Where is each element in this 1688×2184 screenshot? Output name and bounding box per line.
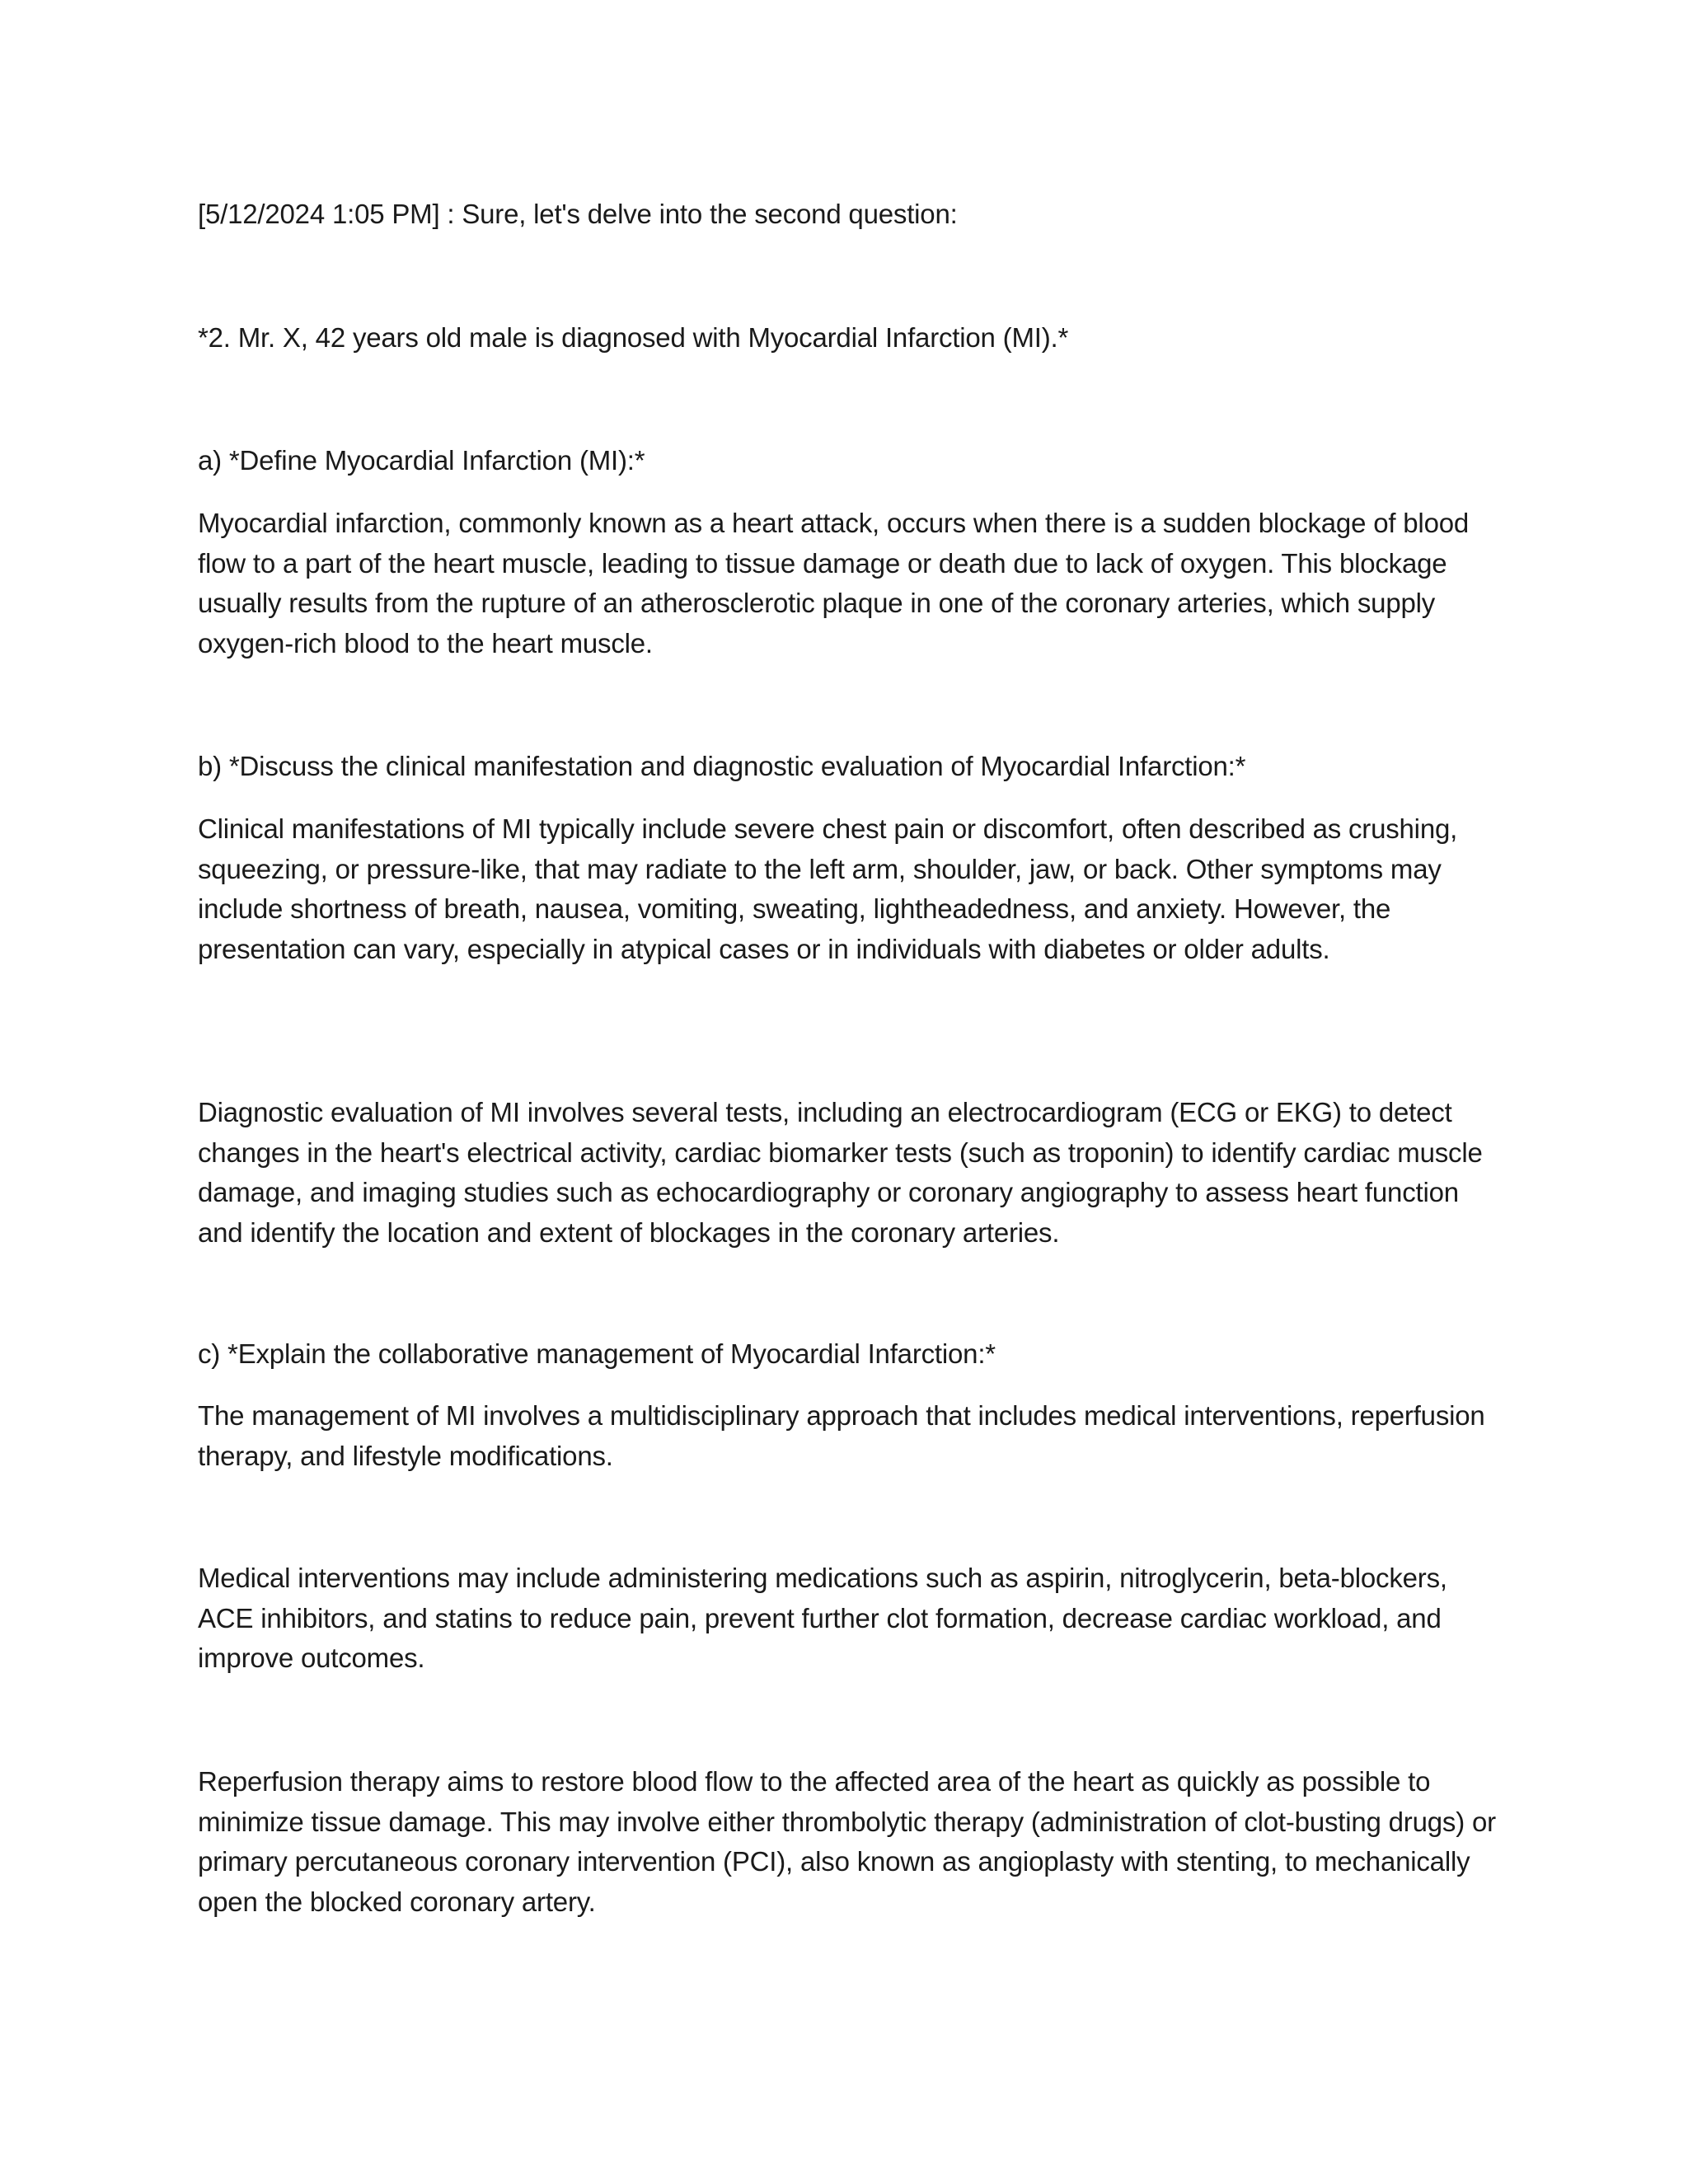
question-title: *2. Mr. X, 42 years old male is diagnosed with Myocardial Infarction (MI).* [198,322,1069,353]
part-c-paragraph-1: The management of MI involves a multidisciplinary approach that includes medical interventions, reperfusion therapy, and lifestyle modifications. [198,1400,1485,1471]
part-a-paragraph: Myocardial infarction, commonly known as a heart attack, occurs when there is a sudden blockage of blood flow to a part of the heart muscle, leading to tissue damage or death due to lack of oxygen. This blockage usually results from the rupture of an atherosclerotic plaque in one of the coronary arteries, which supply oxygen-rich blood to the heart muscle. [198,508,1470,658]
part-b-paragraph-1: Clinical manifestations of MI typically include severe chest pain or discomfort, often described as crushing, squeezing, or pressure-like, that may radiate to the left arm, shoulder, jaw, or back. Other symptoms may include shortness of breath, nausea, vomiting, sweating, lightheadedness, and anxiety. However, the presentation can vary, especially in atypical cases or in individuals with diabetes or older adults. [198,813,1458,964]
timestamp-line: [5/12/2024 1:05 PM] : Sure, let's delve into the second question: [198,199,958,229]
part-a-heading: a) *Define Myocardial Infarction (MI):* [198,445,645,476]
part-c-paragraph-2: Medical interventions may include administering medications such as aspirin, nitroglycerin, beta-blockers, ACE inhibitors, and statins to reduce pain, prevent further clot formation, decrease cardiac workload, and improve outcomes. [198,1563,1447,1673]
part-b-paragraph-2: Diagnostic evaluation of MI involves several tests, including an electrocardiogram (ECG or EKG) to detect changes in the heart's electrical activity, cardiac biomarker tests (such as troponin) to identify cardiac muscle damage, and imaging studies such as echocardiography or coronary angiography to assess heart function and identify the location and extent of blockages in the coronary arteries. [198,1097,1483,1248]
part-b-heading: b) *Discuss the clinical manifestation and diagnostic evaluation of Myocardial Infarction:* [198,751,1246,781]
part-c-paragraph-3: Reperfusion therapy aims to restore blood flow to the affected area of the heart as quickly as possible to minimize tissue damage. This may involve either thrombolytic therapy (administration of clot-busting drugs) or primary percutaneous coronary intervention (PCI), also known as angioplasty with stenting, to mechanically open the blocked coronary artery. [198,1766,1496,1917]
part-c-heading: c) *Explain the collaborative management of Myocardial Infarction:* [198,1338,996,1369]
